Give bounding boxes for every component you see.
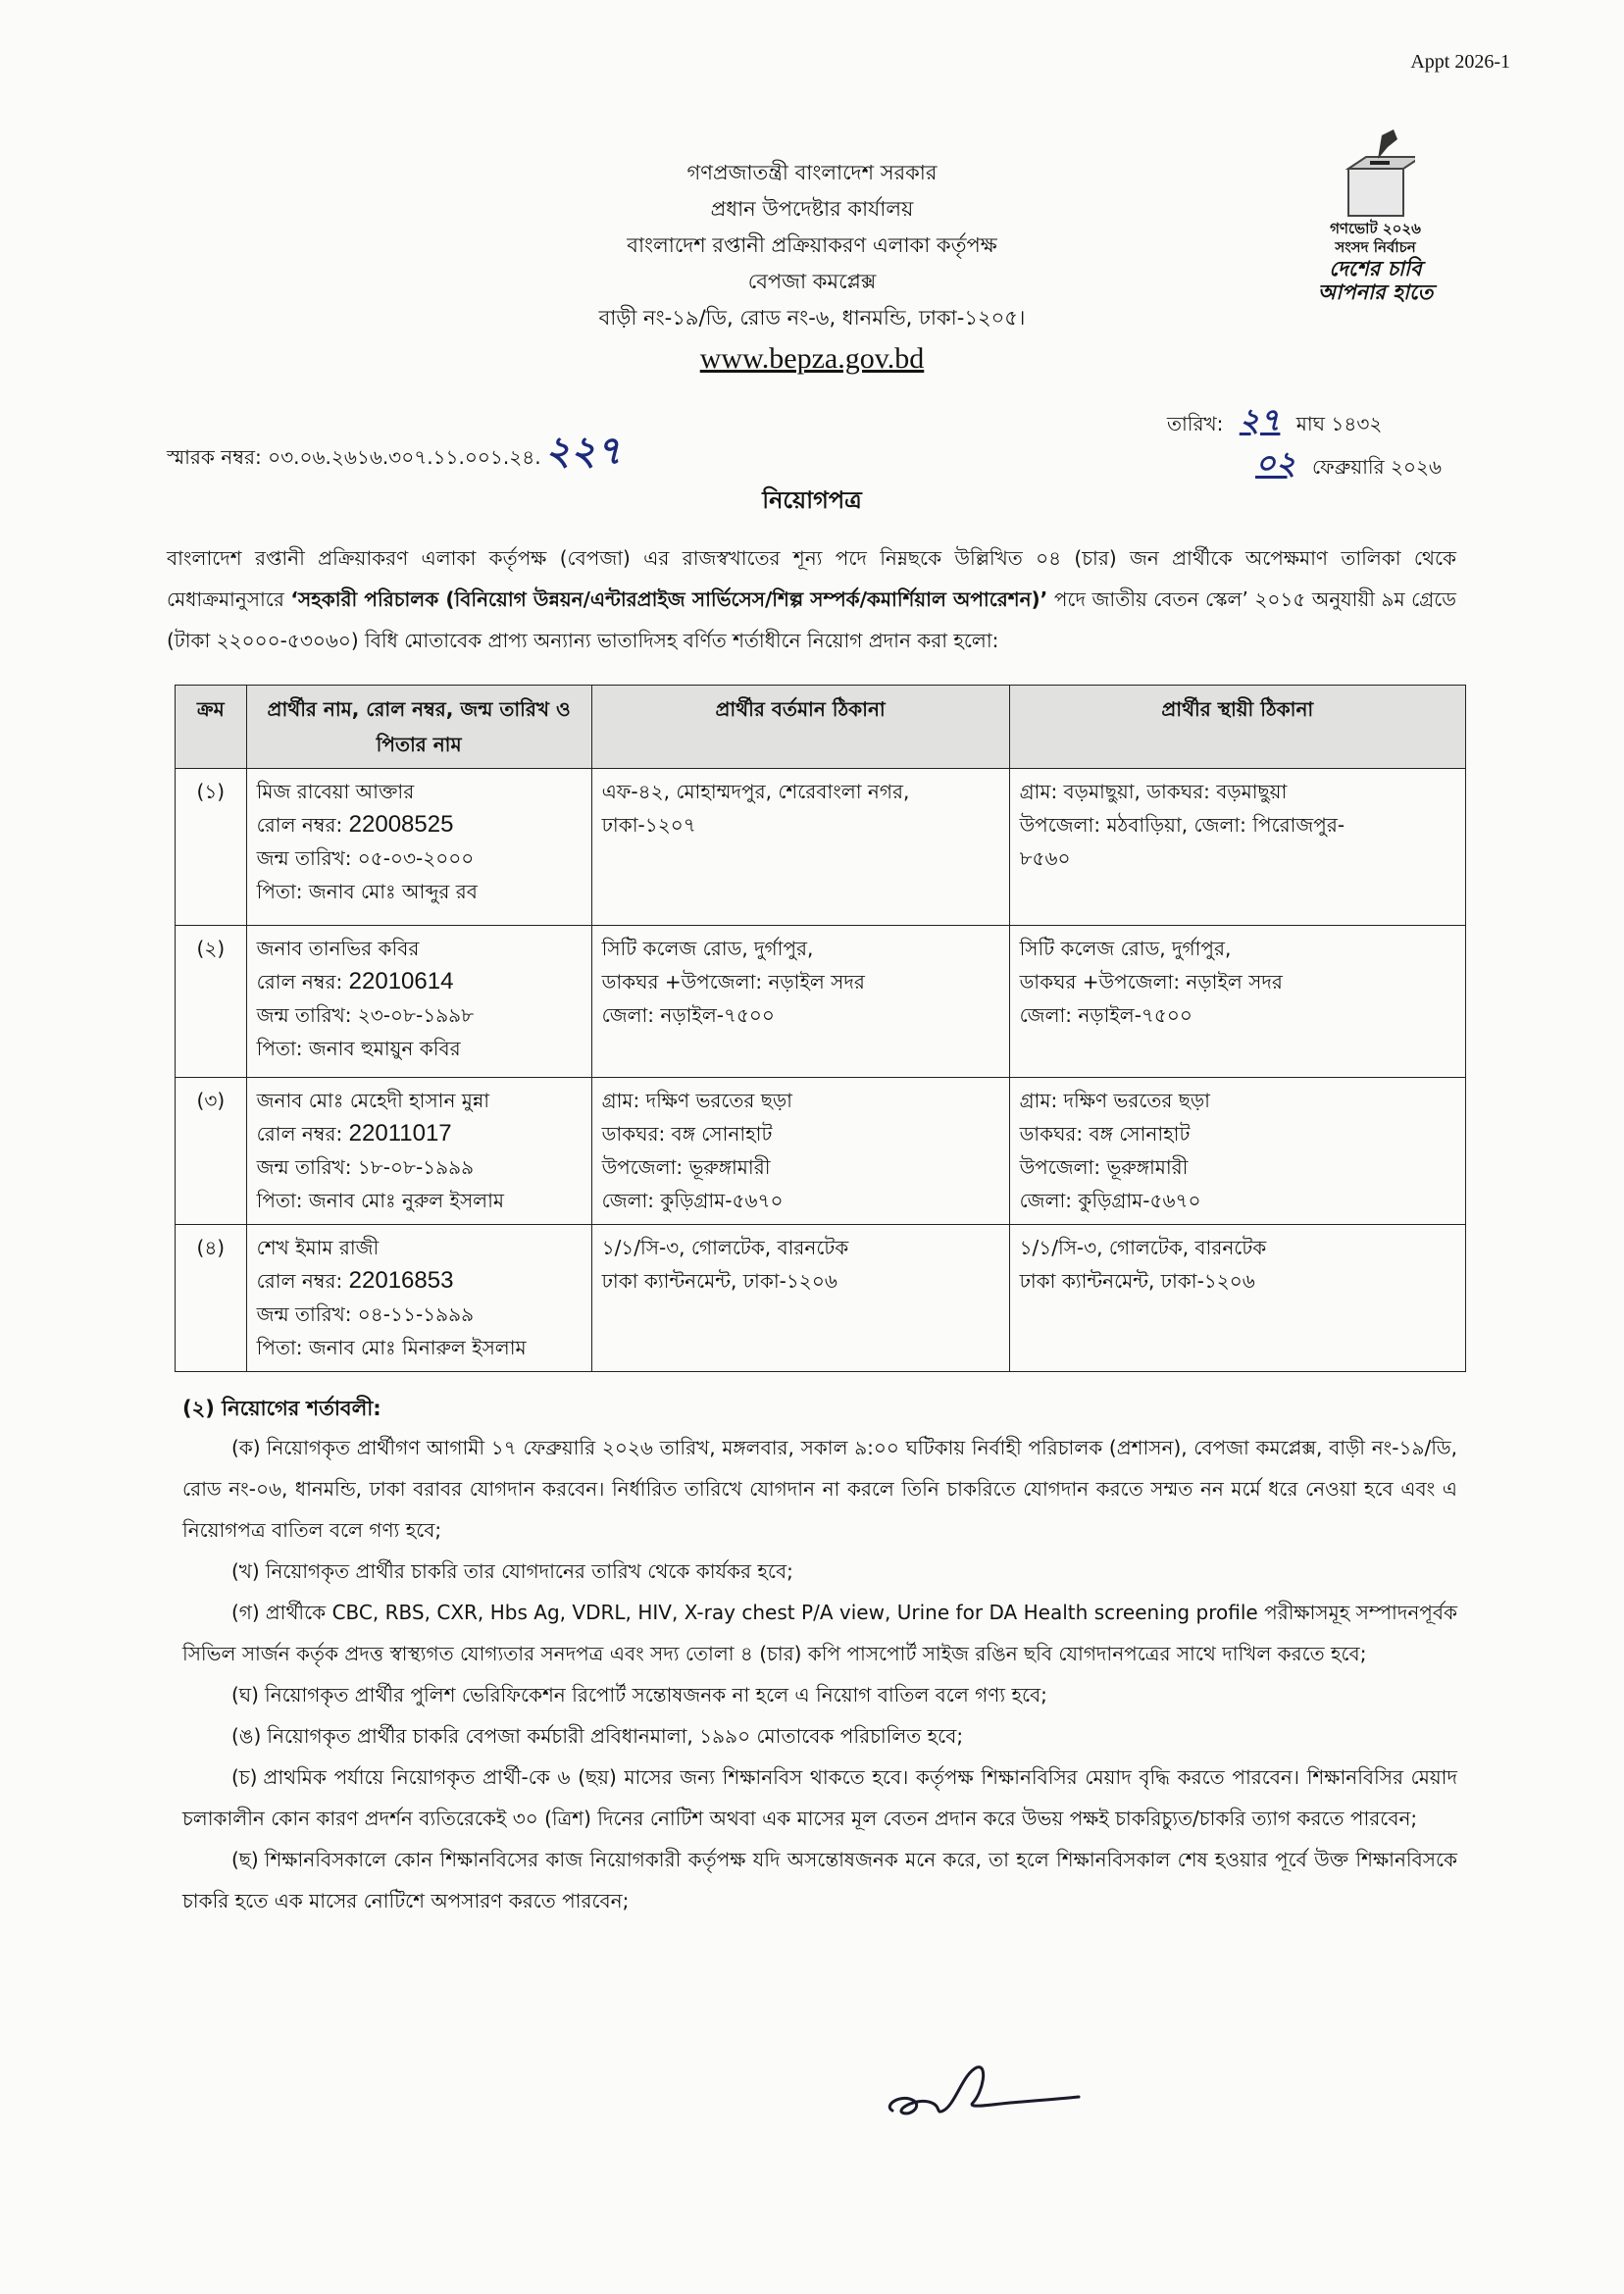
intro-text-1: বাংলাদেশ রপ্তানী প্রক্রিয়াকরণ এলাকা কর্তৃপক্ষ (বেপজা) এর রাজস্বখাতের শূন্য পদে নিম্নছকে উল্লিখিত ০৪ (চার) জন প্রার্থীকে অপেক্ষমাণ তালিকা থেকে মেধাক্রমানুসারে <box>167 546 1456 611</box>
address-line: ৮৫৬০ <box>1019 846 1071 870</box>
address-line: ১/১/সি-৩, গোলটেক, বারনটেক <box>601 1236 849 1259</box>
website-link[interactable]: www.bepza.gov.bd <box>699 342 925 375</box>
address-line: উপজেলা: ভূরুঙ্গামারী <box>601 1155 771 1179</box>
roll-number: 22008525 <box>348 811 454 838</box>
date-block <box>1167 400 1442 486</box>
date-day-bangla: ২৭ <box>1239 401 1281 438</box>
address-line: ডাকঘর: বঙ্গ সোনাহাট <box>1019 1122 1191 1146</box>
condition-mark: (ঘ) <box>231 1683 259 1707</box>
memo-value: ০৩.০৬.২৬১৬.৩০৭.১১.০০১.২৪. <box>268 445 541 469</box>
address-line: এফ-৪২, মোহাম্মদপুর, শেরেবাংলা নগর, <box>601 780 910 803</box>
signature <box>873 2054 1089 2136</box>
conditions-list <box>182 1427 1457 1921</box>
header-line-3: বাংলাদেশ রপ্তানী প্রক্রিয়াকরণ এলাকা কর্তৃপক্ষ <box>627 233 997 257</box>
condition-mark: (ঙ) <box>231 1724 262 1748</box>
memo-number <box>167 420 622 485</box>
election-logo <box>1309 126 1442 304</box>
address-line: সিটি কলেজ রোড, দুর্গাপুর, <box>601 937 814 960</box>
date-label: তারিখ: <box>1167 412 1224 435</box>
condition-item <box>182 1757 1457 1839</box>
condition-item <box>182 1674 1457 1715</box>
address-line: গ্রাম: বড়মাছুয়া, ডাকঘর: বড়মাছুয়া <box>1019 780 1288 803</box>
roll-number: 22016853 <box>348 1267 454 1294</box>
candidate-cell <box>246 926 591 1078</box>
serial-cell: (২) <box>176 926 247 1078</box>
date-of-birth: জন্ম তারিখ: ১৮-০৮-১৯৯৯ <box>256 1155 475 1179</box>
header-line-1: গণপ্রজাতন্ত্রী বাংলাদেশ সরকার <box>686 161 938 184</box>
address-line: ১/১/সি-৩, গোলটেক, বারনটেক <box>1019 1236 1267 1259</box>
condition-mark: (ক) <box>231 1436 261 1459</box>
logo-text-1: গণভোট ২০২৬ <box>1330 220 1421 237</box>
table-row <box>176 1225 1466 1372</box>
father-name: পিতা: জনাব মোঃ নুরুল ইসলাম <box>256 1189 504 1212</box>
permanent-address-cell <box>1009 1225 1465 1372</box>
serial-cell: (৪) <box>176 1225 247 1372</box>
father-name: পিতা: জনাব মোঃ আব্দুর রব <box>256 880 478 903</box>
candidate-name: মিজ রাবেয়া আক্তার <box>256 780 415 803</box>
condition-text: প্রাথমিক পর্যায়ে নিয়োগকৃত প্রার্থী-কে ৬ (ছয়) মাসের জন্য শিক্ষানবিস থাকতে হবে। কর্তৃপক্ষ শিক্ষানবিসির মেয়াদ বৃদ্ধি করতে পারবেন। শিক্ষানবিসির মেয়াদ চলাকালীন কোন কারণ প্রদর্শন ব্যতিরেকেই ৩০ (ত্রিশ) দিনের নোটিশ অথবা এক মাসের মূল বেতন প্রদান করে উভয় পক্ষই চাকরিচ্যুত/চাকরি ত্যাগ করতে পারবেন; <box>182 1765 1457 1830</box>
col-header-present-address: প্রার্থীর বর্তমান ঠিকানা <box>591 686 1009 769</box>
serial-cell: (৩) <box>176 1078 247 1225</box>
father-name: পিতা: জনাব হুমায়ুন কবির <box>256 1037 461 1060</box>
candidate-cell <box>246 769 591 926</box>
condition-text: নিয়োগকৃত প্রার্থীর পুলিশ ভেরিফিকেশন রিপোর্ট সন্তোষজনক না হলে এ নিয়োগ বাতিল বলে গণ্য হবে; <box>264 1683 1047 1707</box>
condition-item <box>182 1839 1457 1921</box>
present-address-cell <box>591 1225 1009 1372</box>
memo-handwritten-number: ২২৭ <box>544 428 622 474</box>
candidate-cell <box>246 1225 591 1372</box>
roll-line <box>257 1264 582 1298</box>
serial-cell: (১) <box>176 769 247 926</box>
logo-slogan-1: দেশের চাবি <box>1329 257 1422 280</box>
table-row <box>176 1078 1466 1225</box>
address-line: ডাকঘর: বঙ্গ সোনাহাট <box>601 1122 773 1146</box>
condition-mark: (খ) <box>231 1559 260 1583</box>
table-row <box>176 769 1466 926</box>
header-line-4: বেপজা কমপ্লেক্স <box>747 270 877 293</box>
signature-icon <box>873 2054 1089 2132</box>
intro-paragraph <box>167 537 1456 661</box>
table-header-row <box>176 686 1466 769</box>
conditions-heading: (২) নিয়োগের শর্তাবলী: <box>182 1397 381 1420</box>
intro-text-2: পদে জাতীয় বেতন স্কেল’ ২০১৫ অনুযায়ী ৯ম গ্রেডে (টাকা ২২০০০-৫৩০৬০) বিধি মোতাবেক প্রাপ্য অন্যান্য ভাতাদিসহ বর্ণিত শর্তাধীনে নিয়োগ প্রদান করা হলো: <box>167 587 1457 652</box>
condition-text: শিক্ষানবিসকালে কোন শিক্ষানবিসের কাজ নিয়োগকারী কর্তৃপক্ষ যদি অসন্তোষজনক মনে করে, তা হলে শিক্ষানবিসকাল শেষ হওয়ার পূর্বে উক্ত শিক্ষানবিসকে চাকরি হতে এক মাসের নোটিশে অপসারণ করতে পারবেন; <box>182 1848 1457 1912</box>
roll-label: রোল নম্বর: <box>256 1269 343 1293</box>
document-title: নিয়োগপত্র <box>762 486 862 514</box>
candidate-name: জনাব মোঃ মেহেদী হাসান মুন্না <box>256 1089 490 1112</box>
condition-item <box>182 1427 1457 1551</box>
date-of-birth: জন্ম তারিখ: ০৫-০৩-২০০০ <box>256 846 475 870</box>
roll-line <box>257 965 582 998</box>
roll-label: রোল নম্বর: <box>256 813 343 837</box>
table-row <box>176 926 1466 1078</box>
col-header-candidate: প্রার্থীর নাম, রোল নম্বর, জন্ম তারিখ ও পিতার নাম <box>246 686 591 769</box>
condition-text: নিয়োগকৃত প্রার্থীর চাকরি তার যোগদানের তারিখ থেকে কার্যকর হবে; <box>265 1559 793 1583</box>
roll-line <box>257 1117 582 1150</box>
post-name: ‘সহকারী পরিচালক (বিনিয়োগ উন্নয়ন/এন্টারপ্রাইজ সার্ভিসেস/শিল্প সম্পর্ক/কমার্শিয়াল অপারেশন)’ <box>290 587 1048 611</box>
address-line: জেলা: নড়াইল-৭৫০০ <box>1019 1003 1193 1027</box>
condition-text: নিয়োগকৃত প্রার্থীর চাকরি বেপজা কর্মচারী প্রবিধানমালা, ১৯৯০ মোতাবেক পরিচালিত হবে; <box>267 1724 964 1748</box>
header-line-5: বাড়ী নং-১৯/ডি, রোড নং-৬, ধানমন্ডি, ঢাকা-১২০৫। <box>598 306 1026 330</box>
date-day-english: ০২ <box>1255 444 1296 482</box>
memo-label: স্মারক নম্বর: <box>167 445 262 469</box>
address-line: জেলা: কুড়িগ্রাম-৫৬৭০ <box>601 1189 784 1212</box>
address-line: গ্রাম: দক্ষিণ ভরতের ছড়া <box>601 1089 792 1112</box>
condition-mark: (চ) <box>231 1765 258 1789</box>
permanent-address-cell <box>1009 1078 1465 1225</box>
present-address-cell <box>591 769 1009 926</box>
date-of-birth: জন্ম তারিখ: ০৪-১১-১৯৯৯ <box>256 1302 475 1326</box>
date-month-bangla: মাঘ ১৪৩২ <box>1295 412 1383 435</box>
father-name: পিতা: জনাব মোঃ মিনারুল ইসলাম <box>256 1336 527 1359</box>
condition-text: প্রার্থীকে CBC, RBS, CXR, Hbs Ag, VDRL, HIV, X-ray chest P/A view, Urine for DA Health screening profile পরীক্ষাসমূহ সম্পাদনপূর্বক সিভিল সার্জন কর্তৃক প্রদত্ত স্বাস্থ্যগত যোগ্যতার সনদপত্র এবং সদ্য তোলা ৪ (চার) কপি পাসপোর্ট সাইজ রঙিন ছবি যোগদানপত্রের সাথে দাখিল করতে হবে; <box>182 1601 1457 1665</box>
condition-mark: (গ) <box>231 1601 260 1624</box>
logo-slogan-2: আপনার হাতে <box>1317 280 1434 304</box>
condition-mark: (ছ) <box>231 1848 259 1871</box>
condition-text: নিয়োগকৃত প্রার্থীগণ আগামী ১৭ ফেব্রুয়ারি ২০২৬ তারিখ, মঙ্গলবার, সকাল ৯:০০ ঘটিকায় নির্বাহী পরিচালক (প্রশাসন), বেপজা কমপ্লেক্স, বাড়ী নং-১৯/ডি, রোড নং-০৬, ধানমন্ডি, ঢাকা বরাবর যোগদান করবেন। নির্ধারিত তারিখে যোগদান না করলে তিনি চাকরিতে যোগদান করতে সম্মত নন মর্মে ধরে নেওয়া হবে এবং এ নিয়োগপত্র বাতিল বলে গণ্য হবে; <box>182 1436 1457 1542</box>
date-of-birth: জন্ম তারিখ: ২৩-০৮-১৯৯৮ <box>256 1003 475 1027</box>
candidate-table <box>175 685 1466 1372</box>
condition-item <box>182 1715 1457 1757</box>
candidate-name: জনাব তানভির কবির <box>256 937 420 960</box>
present-address-cell <box>591 926 1009 1078</box>
permanent-address-cell <box>1009 926 1465 1078</box>
roll-label: রোল নম্বর: <box>256 1122 343 1146</box>
roll-number: 22010614 <box>348 968 454 994</box>
address-line: জেলা: কুড়িগ্রাম-৫৬৭০ <box>1019 1189 1201 1212</box>
reference-code: Appt 2026-1 <box>1410 51 1510 73</box>
condition-item <box>182 1592 1457 1674</box>
address-line: উপজেলা: মঠবাড়িয়া, জেলা: পিরোজপুর- <box>1019 813 1345 837</box>
ballot-box-icon <box>1337 126 1415 220</box>
candidate-cell <box>246 1078 591 1225</box>
candidate-name: শেখ ইমাম রাজী <box>256 1236 380 1259</box>
roll-label: রোল নম্বর: <box>256 970 343 994</box>
roll-number: 22011017 <box>348 1120 452 1147</box>
col-header-permanent-address: প্রার্থীর স্থায়ী ঠিকানা <box>1009 686 1465 769</box>
roll-line <box>257 808 582 841</box>
condition-item <box>182 1551 1457 1592</box>
address-line: জেলা: নড়াইল-৭৫০০ <box>601 1003 775 1027</box>
address-line: ডাকঘর +উপজেলা: নড়াইল সদর <box>601 970 865 994</box>
col-header-serial: ক্রম <box>176 686 247 769</box>
address-line: উপজেলা: ভূরুঙ্গামারী <box>1019 1155 1189 1179</box>
address-line: গ্রাম: দক্ষিণ ভরতের ছড়া <box>1019 1089 1210 1112</box>
date-month-english: ফেব্রুয়ারি ২০২৬ <box>1311 455 1443 479</box>
address-line: ঢাকা ক্যান্টনমেন্ট, ঢাকা-১২০৬ <box>601 1269 837 1293</box>
address-line: ডাকঘর +উপজেলা: নড়াইল সদর <box>1019 970 1283 994</box>
logo-text-2: সংসদ নির্বাচন <box>1335 238 1416 256</box>
address-line: সিটি কলেজ রোড, দুর্গাপুর, <box>1019 937 1232 960</box>
present-address-cell <box>591 1078 1009 1225</box>
permanent-address-cell <box>1009 769 1465 926</box>
address-line: ঢাকা-১২০৭ <box>601 813 696 837</box>
address-line: ঢাকা ক্যান্টনমেন্ট, ঢাকা-১২০৬ <box>1019 1269 1255 1293</box>
header-line-2: প্রধান উপদেষ্টার কার্যালয় <box>710 197 914 221</box>
